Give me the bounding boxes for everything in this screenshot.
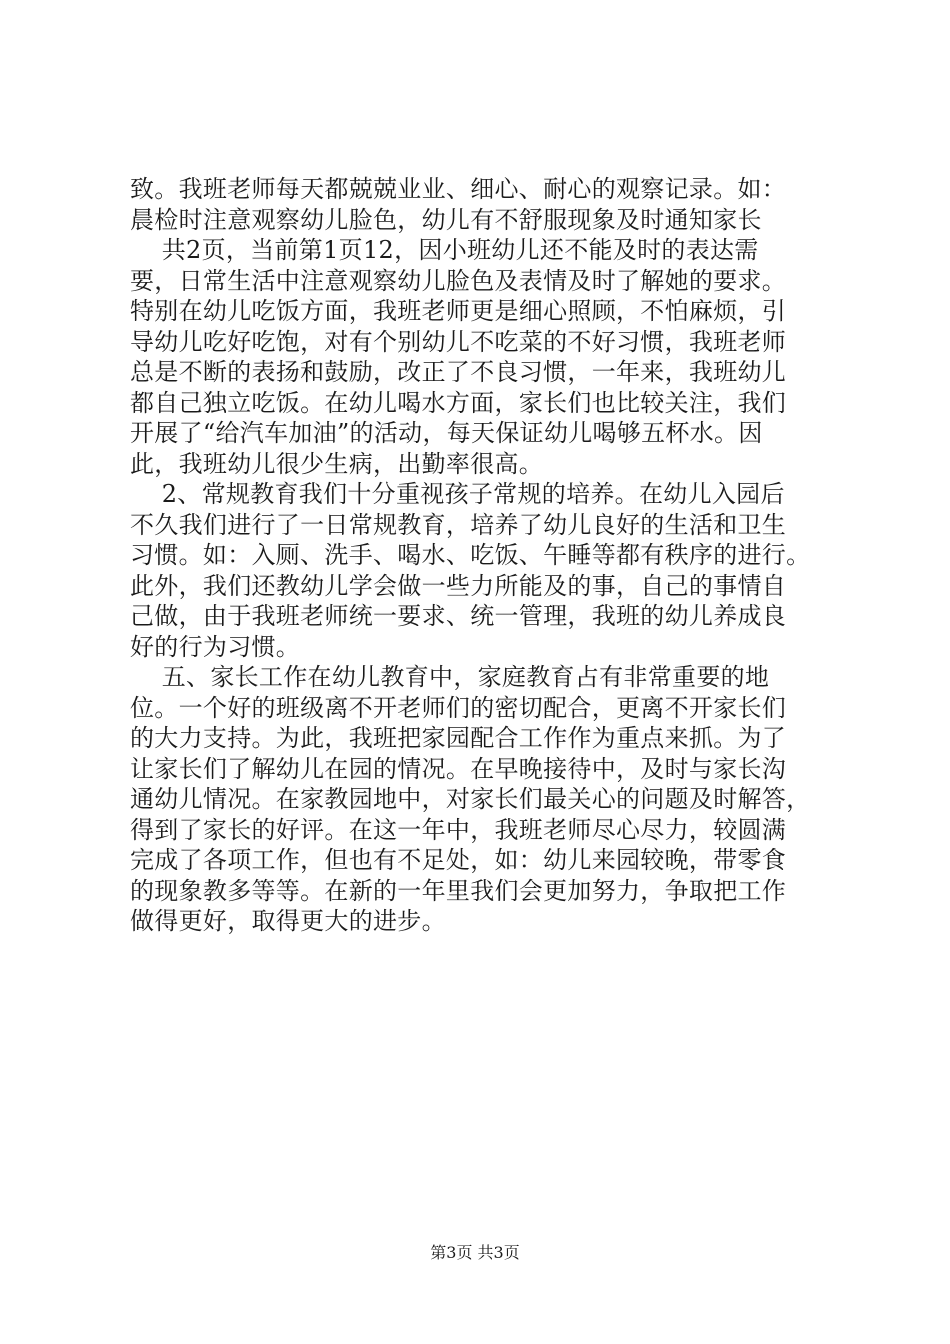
text-line: 共2页，当前第1页12，因小班幼儿还不能及时的表达需	[130, 236, 759, 264]
text-line: 让家长们了解幼儿在园的情况。在早晚接待中，及时与家长沟	[130, 754, 787, 783]
text-line: 的大力支持。为此，我班把家园配合工作作为重点来抓。为了	[130, 724, 787, 752]
text-line: 2、常规教育我们十分重视孩子常规的培养。在幼儿入园后	[130, 480, 785, 508]
text-line: 总是不断的表扬和鼓励，改正了不良习惯，一年来，我班幼儿	[130, 358, 787, 386]
text-line: 此外，我们还教幼儿学会做一些力所能及的事，自己的事情自	[130, 571, 787, 600]
text-line: 要，日常生活中注意观察幼儿脸色及表情及时了解她的要求。	[130, 266, 787, 295]
text-line: 己做，由于我班老师统一要求、统一管理，我班的幼儿养成良	[130, 602, 787, 630]
text-line: 致。我班老师每天都兢兢业业、细心、耐心的观察记录。如：	[130, 175, 787, 203]
text-line: 好的行为习惯。	[130, 632, 301, 661]
page-number-label: 第3页 共3页	[430, 1243, 520, 1262]
text-line: 习惯。如：入厕、洗手、喝水、吃饭、午睡等都有秩序的进行。	[130, 541, 811, 569]
text-line: 的现象教多等等。在新的一年里我们会更加努力，争取把工作	[130, 876, 787, 905]
text-line: 此，我班幼儿很少生病，出勤率很高。	[130, 449, 544, 478]
text-line: 开展了“给汽车加油”的活动，每天保证幼儿喝够五杯水。因	[130, 419, 763, 447]
page-footer	[0, 1243, 950, 1263]
text-line: 特别在幼儿吃饭方面，我班老师更是细心照顾，不怕麻烦，引	[130, 297, 787, 325]
text-line: 通幼儿情况。在家教园地中，对家长们最关心的问题及时解答，	[130, 785, 811, 813]
text-line: 得到了家长的好评。在这一年中，我班老师尽心尽力，较圆满	[130, 815, 787, 844]
text-line: 位。一个好的班级离不开老师们的密切配合，更离不开家长们	[130, 693, 787, 722]
text-line: 完成了各项工作，但也有不足处，如：幼儿来园较晚，带零食	[130, 846, 787, 874]
text-line: 五、家长工作在幼儿教育中，家庭教育占有非常重要的地	[130, 663, 770, 691]
document-body	[130, 174, 850, 937]
text-line: 不久我们进行了一日常规教育，培养了幼儿良好的生活和卫生	[130, 510, 787, 539]
text-line: 都自己独立吃饭。在幼儿喝水方面，家长们也比较关注，我们	[130, 388, 787, 417]
text-line: 导幼儿吃好吃饱，对有个别幼儿不吃菜的不好习惯，我班老师	[130, 327, 787, 356]
text-line: 做得更好，取得更大的进步。	[130, 907, 446, 935]
text-line: 晨检时注意观察幼儿脸色，幼儿有不舒服现象及时通知家长	[130, 205, 762, 234]
